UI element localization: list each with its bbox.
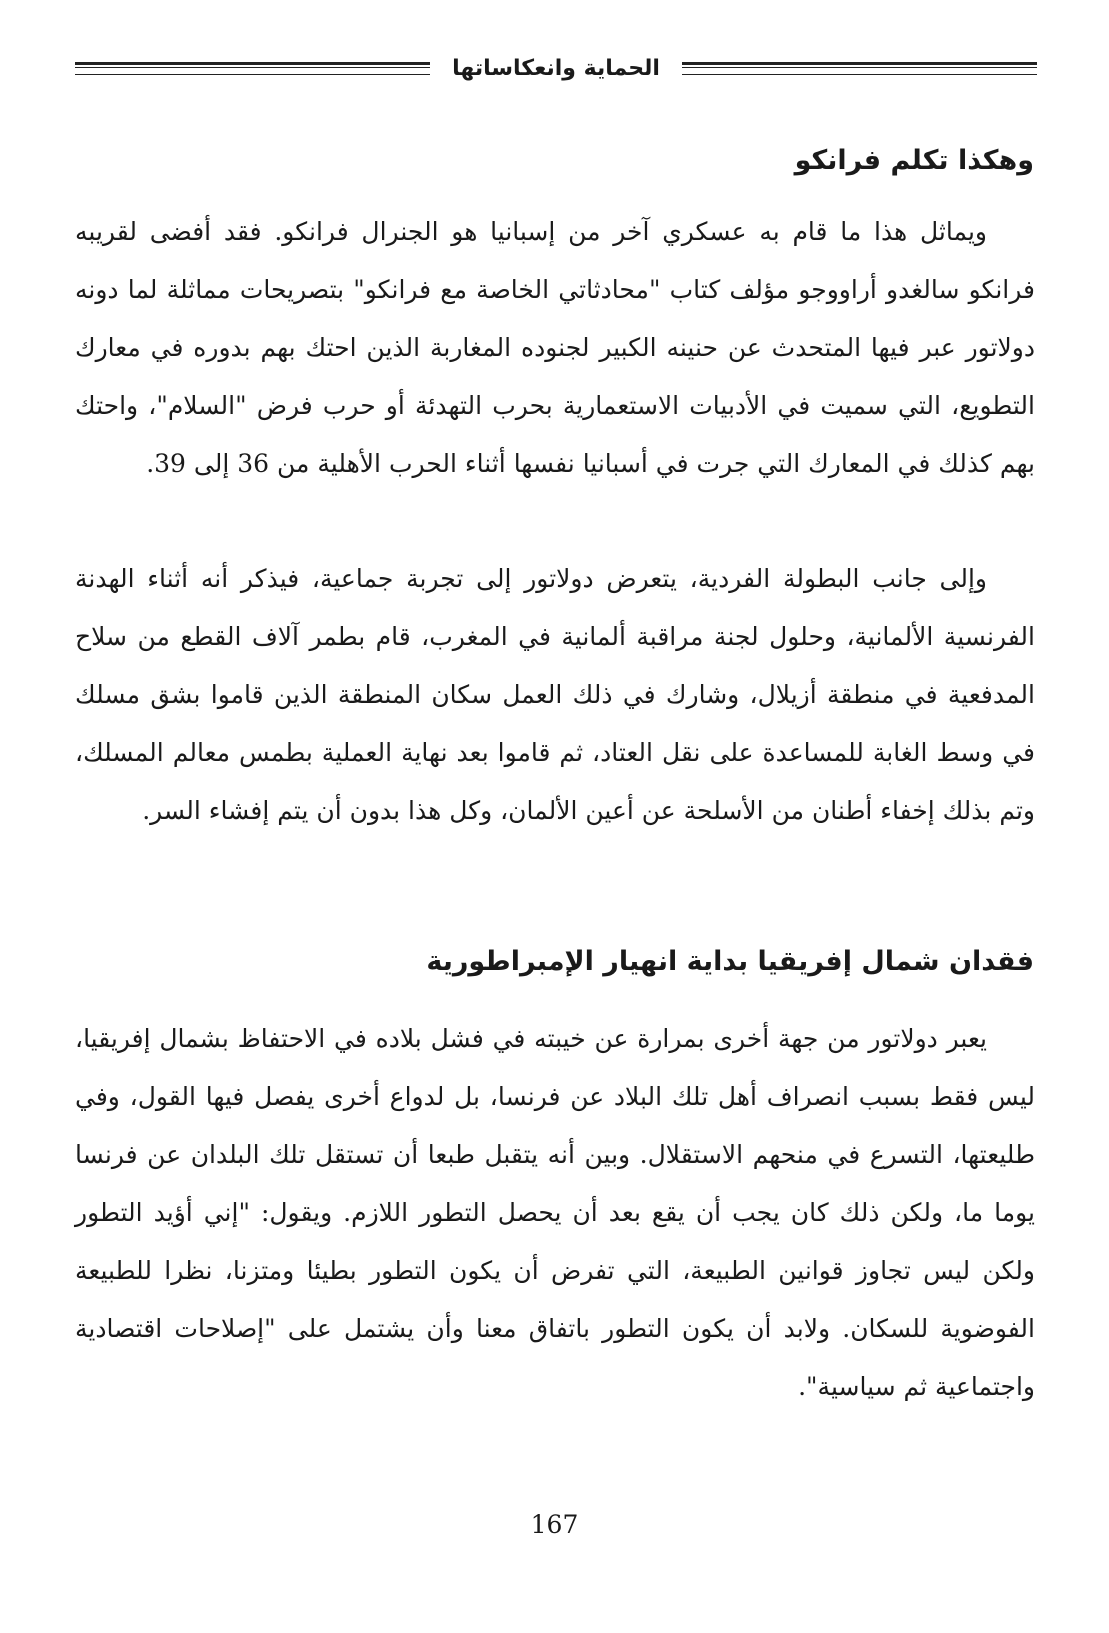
header-rule-left [75,62,430,75]
running-header-title: الحماية وانعكاساتها [452,55,660,81]
paragraph: ويماثل هذا ما قام به عسكري آخر من إسبانيا هو الجنرال فرانكو. فقد أفضى لقريبه فرانكو سالغدو أراووجو مؤلف كتاب "محادثاتي الخاصة مع فرانكو" بتصريحات مماثلة لما دونه دولاتور عبر فيها المتحدث عن حنينه الكبير لجنوده المغاربة الذين احتك بهم بدوره في معارك التطويع، التي سميت في الأدبيات الاستعمارية بحرب التهدئة أو حرب فرض "السلام"، واحتك بهم كذلك في المعارك التي جرت في أسبانيا نفسها أثناء الحرب الأهلية من 36 إلى 39. [75,217,1035,478]
paragraph: يعبر دولاتور من جهة أخرى بمرارة عن خيبته في فشل بلاده في الاحتفاظ بشمال إفريقيا، ليس فقط بسبب انصراف أهل تلك البلاد عن فرنسا، بل لدواع أخرى يفصل فيها القول، وفي طليعتها، التسرع في منحهم الاستقلال. وبين أنه يتقبل طبعا أن تستقل تلك البلدان عن فرنسا يوما ما، ولكن ذلك كان يجب أن يقع بعد أن يحصل التطور اللازم. ويقول: "إني أؤيد التطور ولكن ليس تجاوز قوانين الطبيعة، التي تفرض أن يكون التطور بطيئا ومتزنا، نظرا للطبيعة الفوضوية للسكان. ولابد أن يكون التطور باتفاق معنا وأن يشتمل على "إصلاحات اقتصادية واجتماعية ثم سياسية". [75,1024,1035,1401]
page-number: 167 [530,1510,579,1539]
section-heading: فقدان شمال إفريقيا بداية انهيار الإمبراطورية [426,946,1034,977]
header-rule-right [682,62,1037,75]
section-heading: وهكذا تكلم فرانكو [794,145,1034,176]
running-header [75,48,1037,88]
paragraph: وإلى جانب البطولة الفردية، يتعرض دولاتور إلى تجربة جماعية، فيذكر أنه أثناء الهدنة الفرنسية الألمانية، وحلول لجنة مراقبة ألمانية في المغرب، قام بطمر آلاف القطع من سلاح المدفعية في منطقة أزيلال، وشارك في ذلك العمل سكان المنطقة الذين قاموا بشق مسلك في وسط الغابة للمساعدة على نقل العتاد، ثم قاموا بعد نهاية العملية بطمس معالم المسلك، وتم بذلك إخفاء أطنان من الأسلحة عن أعين الألمان، وكل هذا بدون أن يتم إفشاء السر. [75,564,1035,825]
